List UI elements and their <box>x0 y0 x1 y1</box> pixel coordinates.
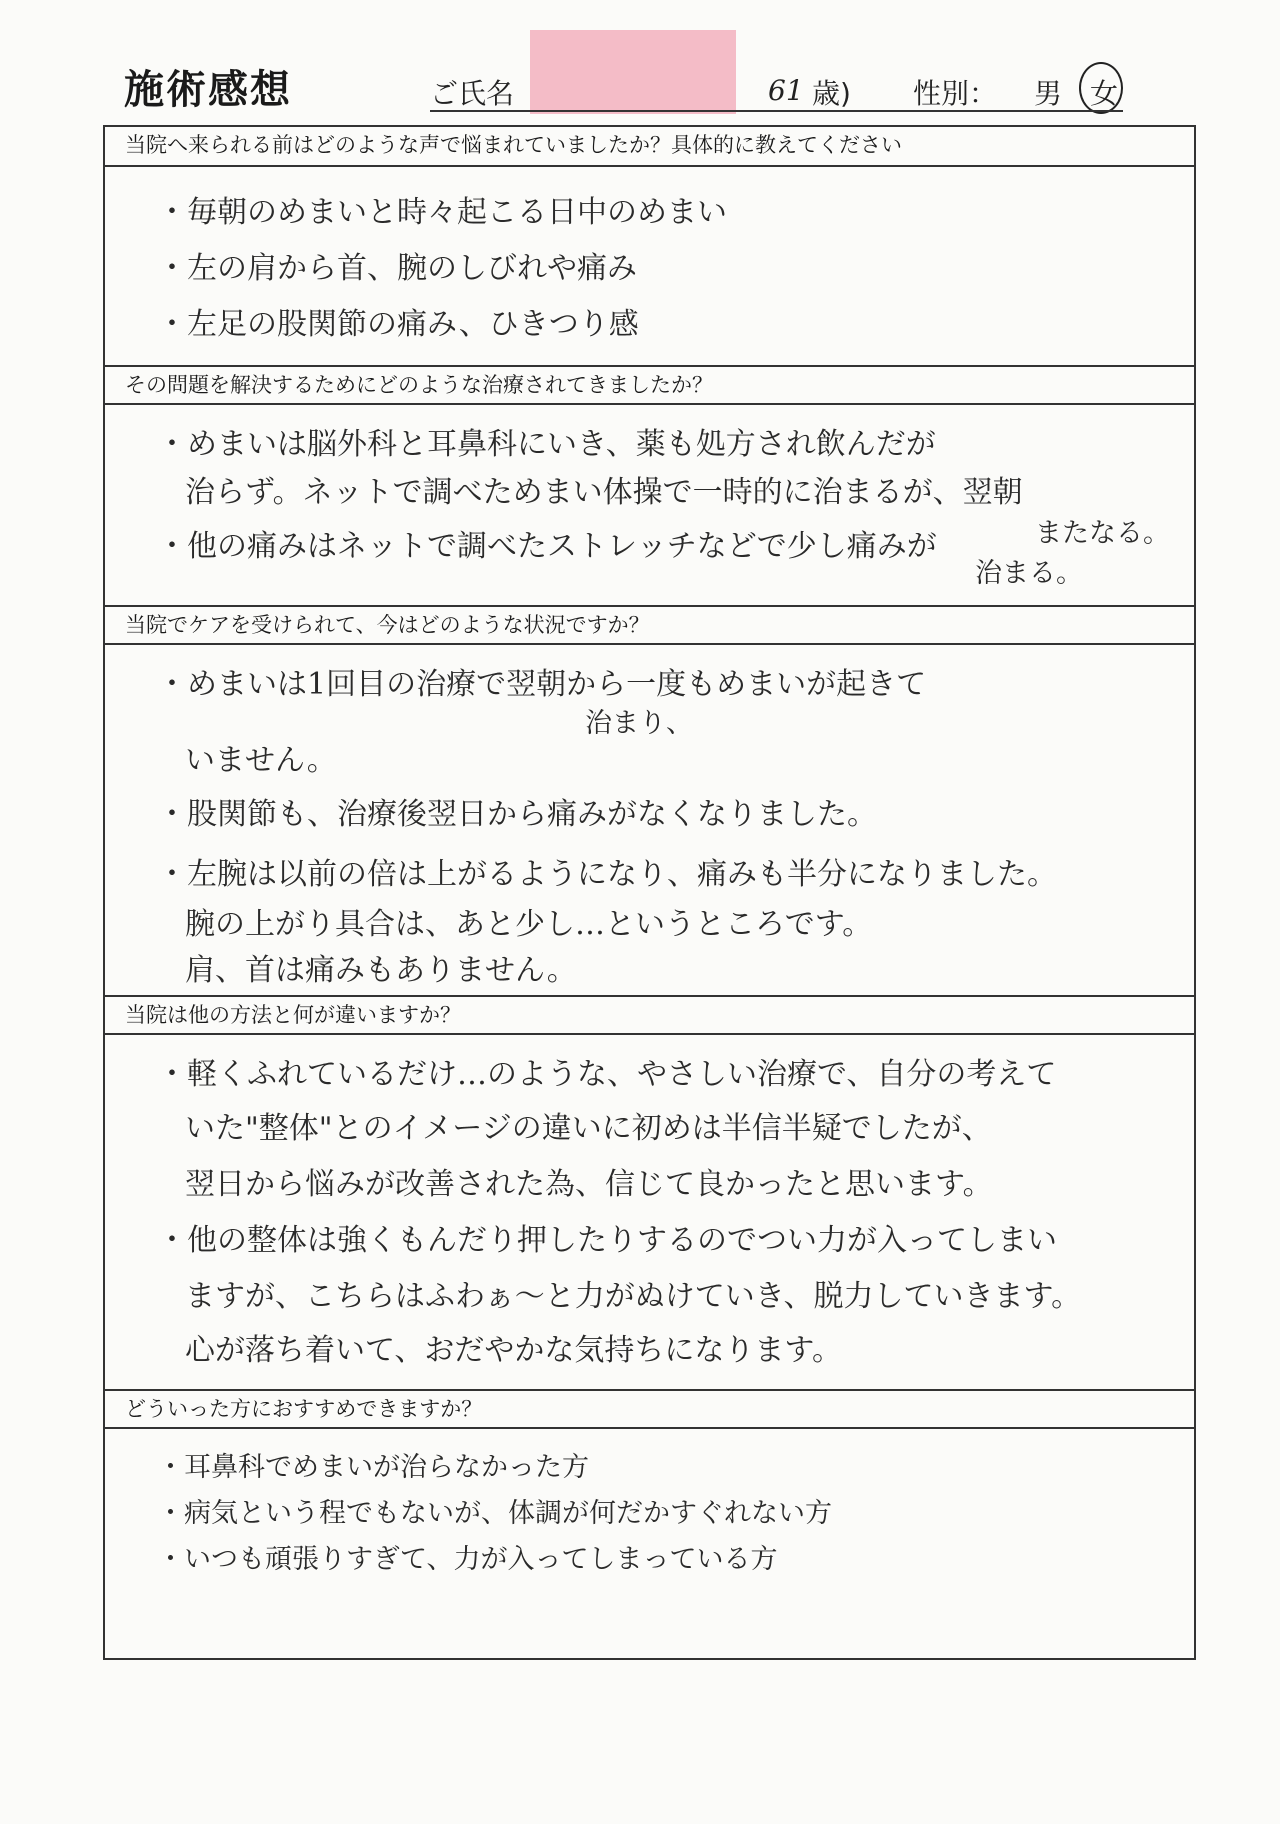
answer-line: 腕の上がり具合は、あと少し…というところです。 <box>185 907 873 942</box>
answer-line: ・軽くふれているだけ…のような、やさしい治療で、自分の考えて <box>157 1057 1057 1092</box>
answer-line: ・耳鼻科でめまいが治らなかった方 <box>157 1452 589 1483</box>
answer-line: 治まり、 <box>585 708 693 739</box>
question-4: 当院は他の方法と何が違いますか？ <box>105 995 1194 1035</box>
answer-line: またなる。 <box>1035 518 1170 549</box>
name-label: ご氏名 <box>430 77 515 110</box>
answer-4 <box>105 1035 1194 1395</box>
sex-female: 女 <box>1090 77 1119 110</box>
age-suffix: 歳) <box>812 77 851 110</box>
answer-line: ・左腕は以前の倍は上がるようになり、痛みも半分になりました。 <box>157 857 1057 892</box>
answer-line: いた"整体"とのイメージの違いに初めは半信半疑でしたが、 <box>185 1111 992 1146</box>
answer-line: ますが、こちらはふわぁ〜と力がぬけていき、脱力していきます。 <box>185 1279 1082 1314</box>
answer-line: ・病気という程でもないが、体調が何だかすぐれない方 <box>157 1498 832 1529</box>
header-underline <box>430 110 1123 112</box>
answer-line: 治らず。ネットで調べためまい体操で一時的に治まるが、翌朝 <box>185 475 1023 510</box>
feedback-form <box>103 125 1196 1660</box>
answer-line: ・他の整体は強くもんだり押したりするのでつい力が入ってしまい <box>157 1223 1057 1258</box>
answer-line: いません。 <box>185 743 337 778</box>
answer-line: ・股関節も、治療後翌日から痛みがなくなりました。 <box>157 797 877 832</box>
female-selected-circle <box>1079 62 1123 114</box>
answer-line: 治まる。 <box>975 558 1083 589</box>
answer-line: 心が落ち着いて、おだやかな気持ちになります。 <box>185 1333 842 1368</box>
question-3: 当院でケアを受けられて、今はどのような状況ですか？ <box>105 605 1194 645</box>
age-value: 61 <box>768 74 804 107</box>
answer-line: ・左足の股関節の痛み、ひきつり感 <box>157 307 639 342</box>
question-5: どういった方におすすめできますか？ <box>105 1389 1194 1429</box>
sex-male: 男 <box>1034 77 1063 110</box>
answer-line: ・いつも頑張りすぎて、力が入ってしまっている方 <box>157 1544 778 1575</box>
answer-5 <box>105 1429 1194 1659</box>
question-1: 当院へ来られる前はどのような声で悩まれていましたか？具体的に教えてください <box>105 127 1194 167</box>
answer-line: ・めまいは1回目の治療で翌朝から一度もめまいが起きて <box>157 667 927 702</box>
answer-line: ・めまいは脳外科と耳鼻科にいき、薬も処方され飲んだが <box>157 427 936 462</box>
sex-label: 性別： <box>913 77 998 110</box>
question-2: その問題を解決するためにどのような治療されてきましたか？ <box>105 365 1194 405</box>
answer-line: ・毎朝のめまいと時々起こる日中のめまい <box>157 195 727 230</box>
page-title: 施術感想 <box>124 67 292 113</box>
answer-line: 肩、首は痛みもありません。 <box>185 953 577 988</box>
answer-line: ・他の痛みはネットで調べたストレッチなどで少し痛みが <box>157 529 937 564</box>
answer-line: ・左の肩から首、腕のしびれや痛み <box>157 251 637 286</box>
answer-2 <box>105 405 1194 605</box>
answer-line: 翌日から悩みが改善された為、信じて良かったと思います。 <box>185 1167 993 1202</box>
answer-3 <box>105 645 1194 995</box>
name-redaction <box>530 30 736 114</box>
